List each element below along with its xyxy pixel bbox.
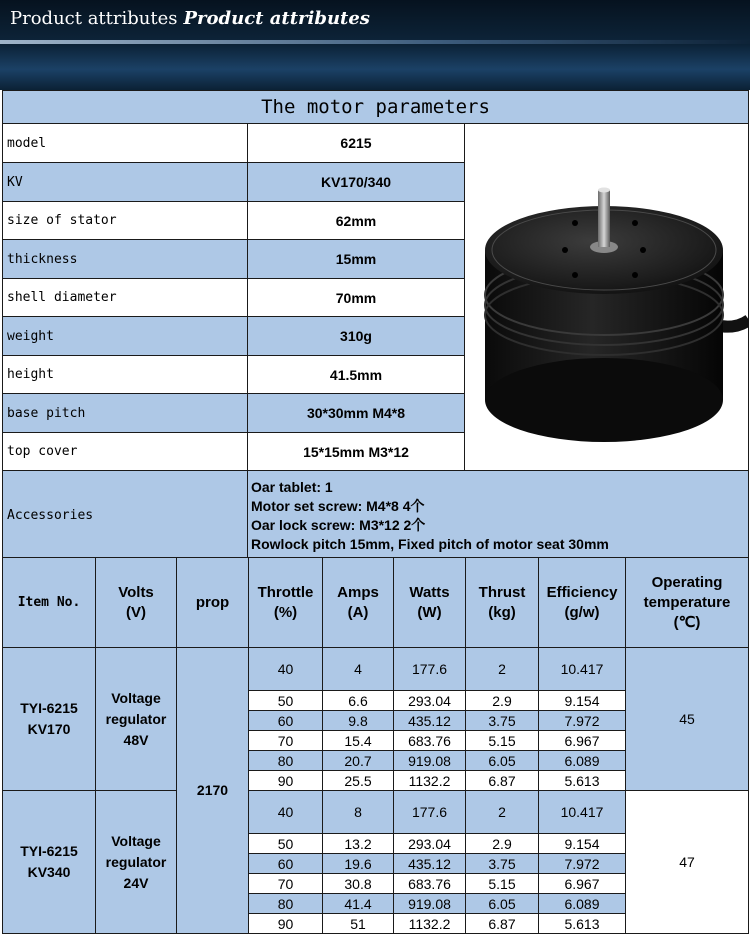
item-line2: KV170 [27, 721, 71, 737]
cell-watts: 1132.2 [394, 914, 466, 934]
header-thrust-unit: (kg) [488, 603, 516, 621]
cell-thrust: 2.9 [466, 834, 539, 854]
param-value-shell: 70mm [248, 279, 465, 317]
header-item-no: Item No. [3, 558, 96, 648]
header-throttle-label: Throttle [257, 583, 314, 601]
cell-throttle: 70 [249, 874, 323, 894]
header-thrust [466, 558, 539, 648]
cell-thrust: 6.87 [466, 771, 539, 791]
motor-photo [465, 125, 749, 465]
header-prop: prop [177, 558, 249, 648]
cell-watts: 435.12 [394, 711, 466, 731]
table-row [3, 648, 749, 691]
header-temperature-line1: Operating [651, 573, 723, 591]
cell-efficiency: 6.089 [539, 751, 626, 771]
cell-amps: 6.6 [323, 691, 394, 711]
temp-kv340: 47 [626, 791, 749, 934]
cell-thrust: 6.05 [466, 751, 539, 771]
banner-title-script: Product attributes [183, 8, 370, 29]
header-temperature-line2: temperature [643, 593, 731, 611]
cell-amps: 13.2 [323, 834, 394, 854]
cell-thrust: 3.75 [466, 854, 539, 874]
temp-kv170: 45 [626, 648, 749, 791]
cell-watts: 177.6 [394, 791, 466, 834]
param-label-height: height [3, 356, 248, 394]
header-thrust-label: Thrust [478, 583, 526, 601]
banner-stripe [0, 44, 750, 90]
cell-thrust: 2 [466, 648, 539, 691]
param-value-top-cover: 15*15mm M3*12 [248, 433, 465, 471]
cell-throttle: 40 [249, 791, 323, 834]
prop-value: 2170 [177, 648, 249, 934]
header-efficiency [539, 558, 626, 648]
motor-parameters-table [2, 90, 749, 561]
item-kv340 [3, 791, 96, 934]
cell-thrust: 6.87 [466, 914, 539, 934]
param-label-top-cover: top cover [3, 433, 248, 471]
cell-watts: 919.08 [394, 894, 466, 914]
param-label-base-pitch: base pitch [3, 394, 248, 433]
cell-efficiency: 10.417 [539, 791, 626, 834]
volts-line2: regulator [105, 710, 167, 727]
cell-thrust: 2.9 [466, 691, 539, 711]
cell-thrust: 2 [466, 791, 539, 834]
cell-amps: 19.6 [323, 854, 394, 874]
accessories-list [248, 471, 749, 561]
cell-throttle: 80 [249, 894, 323, 914]
cell-amps: 20.7 [323, 751, 394, 771]
param-label-shell: shell diameter [3, 279, 248, 317]
cell-throttle: 90 [249, 771, 323, 791]
table-row [3, 791, 749, 834]
cell-amps: 41.4 [323, 894, 394, 914]
volts-line1: Voltage [111, 832, 161, 849]
volts-24v [96, 791, 177, 934]
cell-efficiency: 7.972 [539, 711, 626, 731]
parameters-title: The motor parameters [3, 91, 749, 124]
banner-title [10, 8, 370, 29]
item-kv170 [3, 648, 96, 791]
header-amps-unit: (A) [347, 603, 369, 621]
cell-throttle: 50 [249, 834, 323, 854]
performance-table [2, 557, 749, 934]
header-throttle [249, 558, 323, 648]
header-temperature [626, 558, 749, 648]
cell-efficiency: 10.417 [539, 648, 626, 691]
header-temperature-unit: (℃) [673, 613, 701, 631]
param-label-weight: weight [3, 317, 248, 356]
header-efficiency-label: Efficiency [546, 583, 618, 601]
cell-efficiency: 5.613 [539, 771, 626, 791]
header-amps [323, 558, 394, 648]
header-watts-label: Watts [409, 583, 450, 601]
cell-thrust: 3.75 [466, 711, 539, 731]
cell-thrust: 6.05 [466, 894, 539, 914]
param-label-kv: KV [3, 163, 248, 202]
cell-amps: 15.4 [323, 731, 394, 751]
param-value-thickness: 15mm [248, 240, 465, 279]
header-volts-label: Volts [118, 583, 154, 601]
cell-efficiency: 5.613 [539, 914, 626, 934]
cell-throttle: 70 [249, 731, 323, 751]
cell-watts: 435.12 [394, 854, 466, 874]
volts-line3: 24V [123, 874, 149, 891]
cell-thrust: 5.15 [466, 731, 539, 751]
header-efficiency-unit: (g/w) [564, 603, 600, 621]
motor-image-cell [465, 124, 749, 471]
cell-watts: 293.04 [394, 834, 466, 854]
param-value-model: 6215 [248, 124, 465, 163]
header-throttle-unit: (%) [273, 603, 298, 621]
accessory-line: Rowlock pitch 15mm, Fixed pitch of motor seat 30mm [251, 535, 609, 552]
param-value-stator: 62mm [248, 202, 465, 240]
header-banner [0, 0, 750, 90]
volts-line1: Voltage [111, 689, 161, 706]
param-value-kv: KV170/340 [248, 163, 465, 202]
accessory-line: Oar tablet: 1 [251, 478, 333, 495]
cell-efficiency: 9.154 [539, 834, 626, 854]
cell-amps: 4 [323, 648, 394, 691]
volts-line3: 48V [123, 731, 149, 748]
cell-throttle: 50 [249, 691, 323, 711]
cell-watts: 683.76 [394, 731, 466, 751]
cell-amps: 51 [323, 914, 394, 934]
param-value-base-pitch: 30*30mm M4*8 [248, 394, 465, 433]
header-watts [394, 558, 466, 648]
item-line2: KV340 [27, 864, 71, 880]
header-volts-unit: (V) [126, 603, 146, 621]
accessory-line: Oar lock screw: M3*12 2个 [251, 516, 426, 533]
cell-amps: 30.8 [323, 874, 394, 894]
accessory-line: Motor set screw: M4*8 4个 [251, 497, 425, 514]
cell-amps: 8 [323, 791, 394, 834]
volts-48v [96, 648, 177, 791]
header-amps-label: Amps [337, 583, 379, 601]
item-line1: TYI-6215 [20, 700, 78, 716]
param-label-thickness: thickness [3, 240, 248, 279]
cell-efficiency: 6.967 [539, 731, 626, 751]
cell-throttle: 80 [249, 751, 323, 771]
cell-throttle: 40 [249, 648, 323, 691]
cell-efficiency: 7.972 [539, 854, 626, 874]
cell-watts: 293.04 [394, 691, 466, 711]
cell-watts: 683.76 [394, 874, 466, 894]
cell-watts: 1132.2 [394, 771, 466, 791]
param-label-model: model [3, 124, 248, 163]
banner-title-plain: Product attributes [10, 8, 178, 29]
cell-watts: 919.08 [394, 751, 466, 771]
cell-efficiency: 6.089 [539, 894, 626, 914]
cell-amps: 25.5 [323, 771, 394, 791]
cell-throttle: 60 [249, 711, 323, 731]
param-label-stator: size of stator [3, 202, 248, 240]
volts-line2: regulator [105, 853, 167, 870]
header-volts [96, 558, 177, 648]
param-value-weight: 310g [248, 317, 465, 356]
cell-efficiency: 9.154 [539, 691, 626, 711]
header-watts-unit: (W) [417, 603, 442, 621]
cell-amps: 9.8 [323, 711, 394, 731]
cell-thrust: 5.15 [466, 874, 539, 894]
param-value-height: 41.5mm [248, 356, 465, 394]
item-line1: TYI-6215 [20, 843, 78, 859]
cell-throttle: 90 [249, 914, 323, 934]
cell-watts: 177.6 [394, 648, 466, 691]
accessories-label: Accessories [3, 471, 248, 561]
cell-efficiency: 6.967 [539, 874, 626, 894]
cell-throttle: 60 [249, 854, 323, 874]
